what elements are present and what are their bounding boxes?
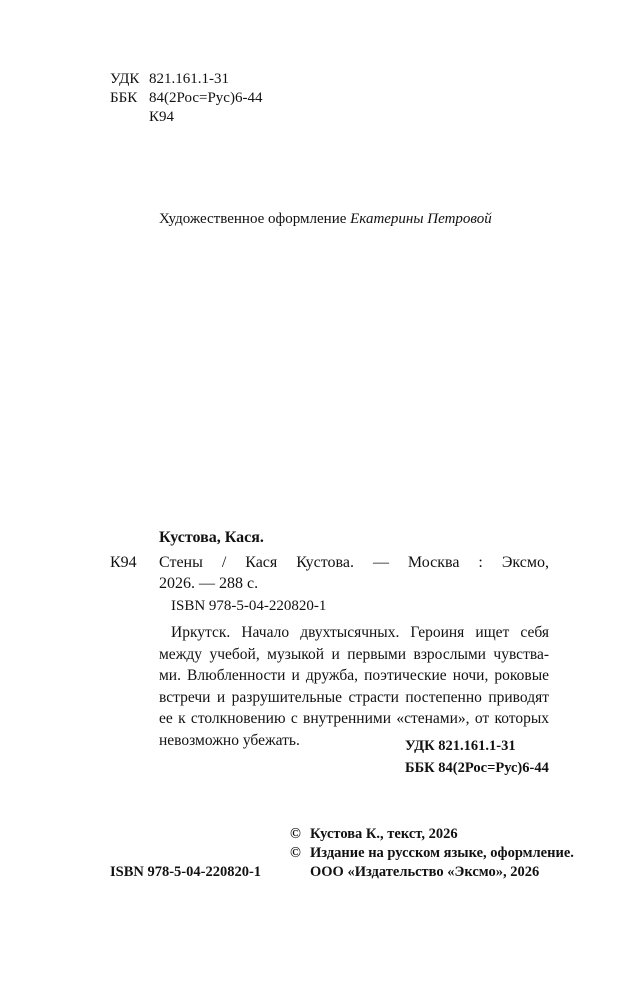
annotation xyxy=(159,622,549,751)
copyright-publisher: ООО «Издательство «Эксмо», 2026 xyxy=(310,864,540,880)
catalog-isbn: ISBN 978-5-04-220820-1 xyxy=(171,598,327,614)
copyright-line-1 xyxy=(290,826,458,843)
catalog-udk: УДК 821.161.1-31 xyxy=(405,738,516,754)
udk-code-header xyxy=(110,70,229,88)
bbk-code-header xyxy=(110,89,262,107)
bbk-value: 84(2Рос=Рус)6-44 xyxy=(149,90,263,106)
annotation-line: ми. Влюбленности и дружба, поэтические ночи, роковые xyxy=(159,667,549,684)
title-line-1: Стены / Кася Кустова. — Москва : Эксмо, xyxy=(159,554,549,571)
author-heading: Кустова, Кася. xyxy=(159,529,264,546)
copyright-author: Кустова К., текст, 2026 xyxy=(310,826,458,842)
annotation-line: встречи и разрушительные страсти постепенно приводят xyxy=(159,688,549,706)
copyright-icon: © xyxy=(290,845,301,861)
footer-isbn: ISBN 978-5-04-220820-1 xyxy=(110,864,262,880)
copyright-icon: © xyxy=(290,826,301,842)
copyright-edition: Издание на русском языке, оформление. xyxy=(310,845,574,861)
annotation-line: невозможно убежать. xyxy=(159,731,300,749)
author-sign: К94 xyxy=(110,554,137,571)
annotation-line: ее к столкновению с внутренними «стенами», от которых xyxy=(159,710,549,727)
design-credit-name: Екатерины Петровой xyxy=(350,211,492,227)
udk-label: УДК xyxy=(110,71,140,87)
udk-value: 821.161.1-31 xyxy=(149,71,229,87)
design-credit xyxy=(159,210,492,228)
annotation-line: Иркутск. Начало двухтысячных. Героиня ищет себя xyxy=(171,624,549,641)
bbk-label: ББК xyxy=(110,90,138,106)
copyright-line-2 xyxy=(290,845,574,862)
catalog-bbk: ББК 84(2Рос=Рус)6-44 xyxy=(405,760,549,776)
title-line-2: 2026. — 288 с. xyxy=(159,575,259,592)
author-sign-header: К94 xyxy=(149,109,175,125)
design-credit-prefix: Художественное оформление xyxy=(159,211,347,227)
annotation-line: между учебой, музыкой и первыми взрослыми чувства- xyxy=(159,645,549,663)
